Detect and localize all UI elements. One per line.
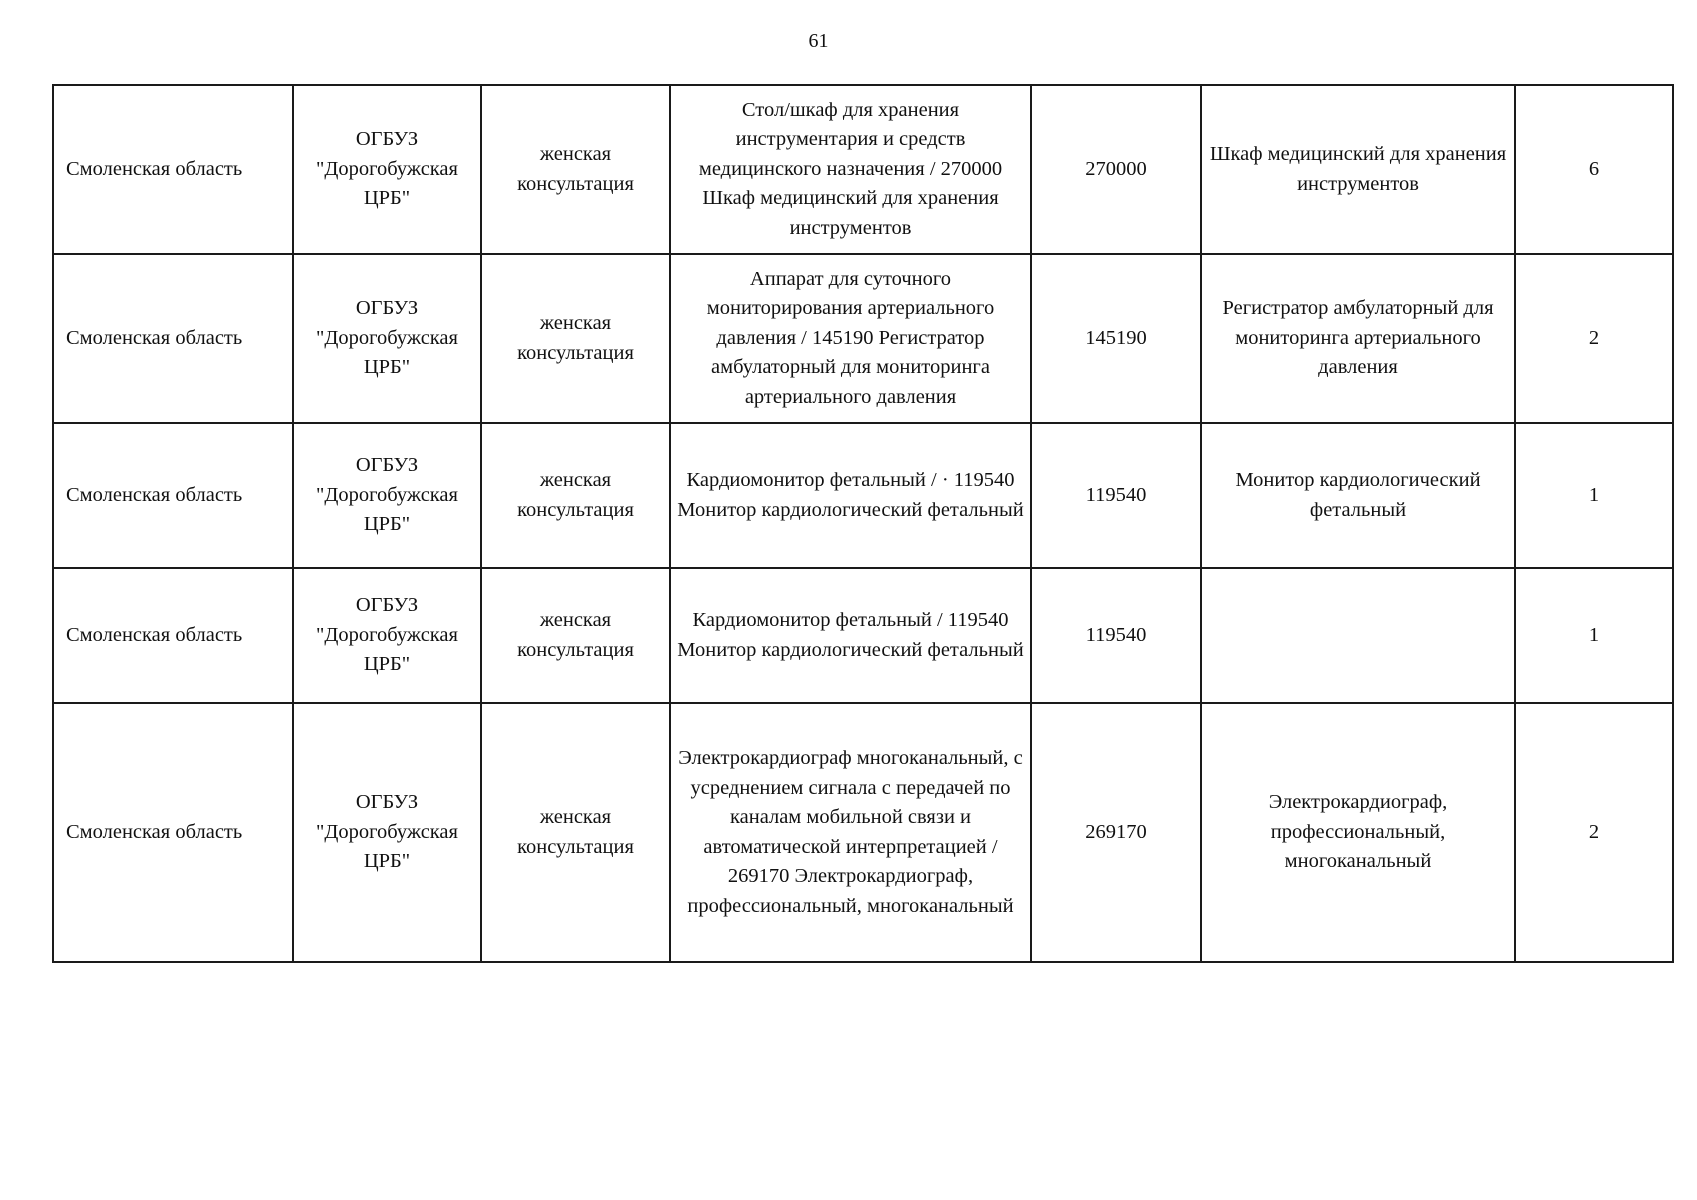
equipment-cell: Аппарат для суточного мониторирования артериального давления / 145190 Регистратор амбулаторный для мониторинга артериального давления: [670, 254, 1031, 423]
organization-line: ОГБУЗ: [355, 297, 419, 320]
region-cell: Смоленская область: [53, 568, 293, 703]
code-cell: 145190: [1031, 254, 1201, 423]
name-cell: Шкаф медицинский для хранения инструментов: [1201, 85, 1515, 254]
department-line: женская: [539, 469, 612, 491]
code-cell: 270000: [1031, 85, 1201, 254]
organization-line: ОГБУЗ: [355, 594, 419, 617]
quantity-cell: 6: [1515, 85, 1673, 254]
region-cell: Смоленская область: [53, 423, 293, 568]
table-row: [53, 254, 1673, 423]
organization-line: ОГБУЗ: [355, 128, 419, 151]
code-cell: 269170: [1031, 703, 1201, 962]
department-cell: [481, 423, 670, 568]
department-cell: [481, 703, 670, 962]
department-cell: [481, 85, 670, 254]
organization-cell: [293, 568, 481, 703]
quantity-cell: 1: [1515, 568, 1673, 703]
region-cell: Смоленская область: [53, 85, 293, 254]
equipment-cell: Электрокардиограф многоканальный, с усреднением сигнала с передачей по каналам мобильной связи и автоматической интерпретацией / 269170 Электрокардиограф, профессиональный, многоканальный: [670, 703, 1031, 962]
page-number: 61: [808, 30, 829, 52]
organization-line: "Дорогобужская: [316, 483, 458, 506]
name-cell: Электрокардиограф, профессиональный, многоканальный: [1201, 703, 1515, 962]
equipment-cell: Кардиомонитор фетальный / · 119540 Монитор кардиологический фетальный: [670, 423, 1031, 568]
organization-cell: [293, 703, 481, 962]
organization-line: ЦРБ": [363, 513, 411, 536]
table-row: [53, 85, 1673, 254]
table-row: [53, 703, 1673, 962]
department-line: консультация: [517, 341, 634, 364]
quantity-cell: 2: [1515, 703, 1673, 962]
organization-line: ОГБУЗ: [355, 791, 419, 814]
organization-line: "Дорогобужская: [316, 623, 458, 646]
department-cell: [481, 568, 670, 703]
quantity-cell: 2: [1515, 254, 1673, 423]
table-row: [53, 423, 1673, 568]
department-line: консультация: [517, 172, 634, 195]
department-line: женская: [539, 312, 612, 334]
code-cell: 119540: [1031, 423, 1201, 568]
organization-line: ЦРБ": [363, 356, 411, 379]
organization-cell: [293, 423, 481, 568]
equipment-table: [52, 84, 1674, 963]
organization-line: "Дорогобужская: [316, 326, 458, 349]
organization-line: ЦРБ": [363, 850, 411, 873]
department-line: консультация: [517, 835, 634, 858]
organization-line: ЦРБ": [363, 187, 411, 210]
department-line: консультация: [517, 638, 634, 661]
name-cell: Монитор кардиологический фетальный: [1201, 423, 1515, 568]
department-line: консультация: [517, 498, 634, 521]
organization-line: "Дорогобужская: [316, 157, 458, 180]
code-cell: 119540: [1031, 568, 1201, 703]
name-cell: Регистратор амбулаторный для мониторинга артериального давления: [1201, 254, 1515, 423]
department-line: женская: [539, 143, 612, 165]
equipment-cell: Кардиомонитор фетальный / 119540 Монитор кардиологический фетальный: [670, 568, 1031, 703]
name-cell: [1201, 568, 1515, 703]
region-cell: Смоленская область: [53, 254, 293, 423]
quantity-cell: 1: [1515, 423, 1673, 568]
organization-line: ЦРБ": [363, 653, 411, 676]
table-row: [53, 568, 1673, 703]
organization-line: ОГБУЗ: [355, 454, 419, 477]
organization-cell: [293, 85, 481, 254]
organization-cell: [293, 254, 481, 423]
department-line: женская: [539, 609, 612, 631]
department-cell: [481, 254, 670, 423]
equipment-cell: Стол/шкаф для хранения инструментария и средств медицинского назначения / 270000 Шкаф медицинский для хранения инструментов: [670, 85, 1031, 254]
organization-line: "Дорогобужская: [316, 820, 458, 843]
region-cell: Смоленская область: [53, 703, 293, 962]
department-line: женская: [539, 806, 612, 828]
